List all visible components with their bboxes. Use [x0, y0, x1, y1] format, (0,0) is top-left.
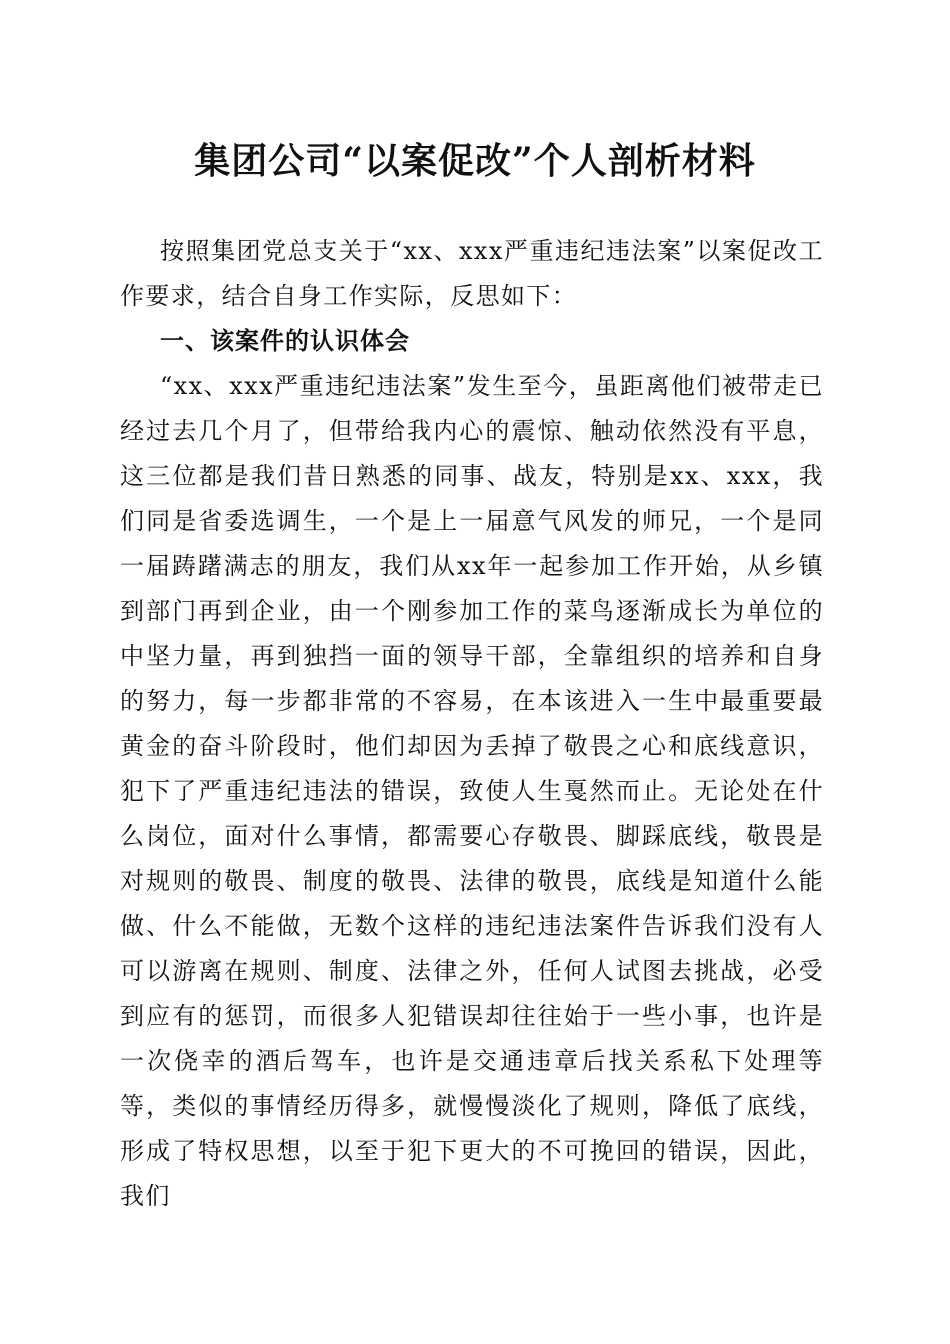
- document-title: 集团公司“以案促改”个人剖析材料: [194, 140, 756, 182]
- intro-paragraph: 按照集团党总支关于“xx、xxx严重违纪违法案”以案促改工作要求，结合自身工作实际，反思如下：: [120, 237, 824, 310]
- section-heading: 一、该案件的认识体会: [160, 327, 410, 355]
- document-body: [120, 229, 824, 1219]
- section-paragraph: “xx、xxx严重违纪违法案”发生至今，虽距离他们被带走已经过去几个月了，但带给我内心的震惊、触动依然没有平息，这三位都是我们昔日熟悉的同事、战友，特别是xx、xxx，我们同是省委选调生，一个是上一届意气风发的师兄，一个是同一届踌躇满志的朋友，我们从xx年一起参加工作开始，从乡镇到部门再到企业，由一个刚参加工作的菜鸟逐渐成长为单位的中坚力量，再到独挡一面的领导干部，全靠组织的培养和自身的努力，每一步都非常的不容易，在本该进入一生中最重要最黄金的奋斗阶段时，他们却因为丢掉了敬畏之心和底线意识，犯下了严重违纪违法的错误，致使人生戛然而止。无论处在什么岗位，面对什么事情，都需要心存敬畏、脚踩底线，敬畏是对规则的敬畏、制度的敬畏、法律的敬畏，底线是知道什么能做、什么不能做，无数个这样的违纪违法案件告诉我们没有人可以游离在规则、制度、法律之外，任何人试图去挑战，必受到应有的惩罚，而很多人犯错误却往往始于一些小事，也许是一次侥幸的酒后驾车，也许是交通违章后找关系私下处理等等，类似的事情经历得多，就慢慢淡化了规则，降低了底线，形成了特权思想，以至于犯下更大的不可挽回的错误，因此，我们: [120, 372, 824, 1210]
